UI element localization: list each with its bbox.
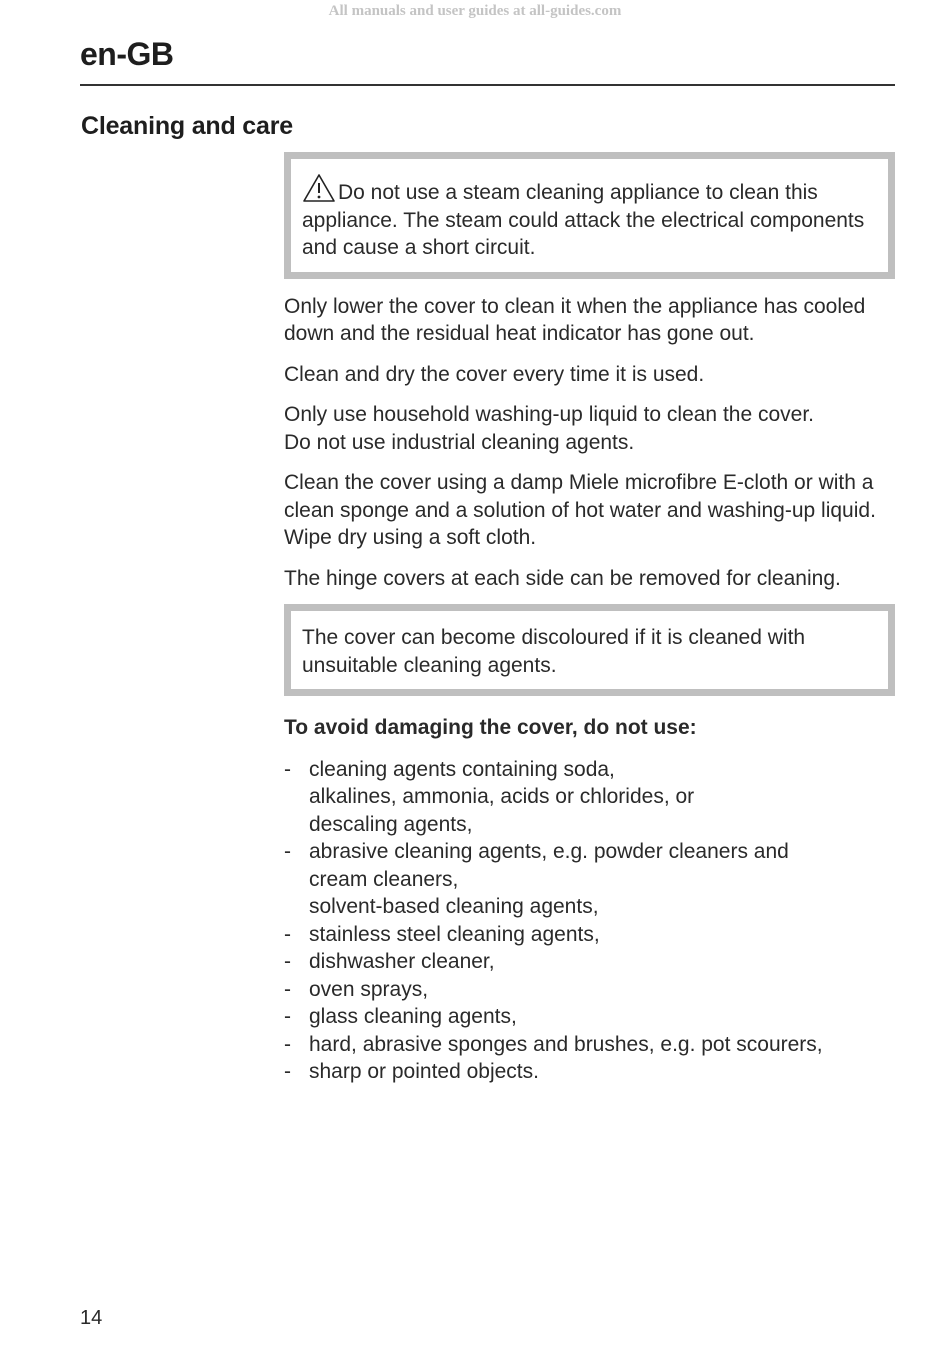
list-item: - abrasive cleaning agents, e.g. powder cleaners and cream cleaners, solvent-based cleaning agents, — [284, 840, 789, 918]
list-item: - cleaning agents containing soda, alkalines, ammonia, acids or chlorides, or descaling agents, — [284, 757, 695, 836]
list-item: - sharp or pointed objects. — [284, 1060, 539, 1083]
warning-text: Do not use a steam cleaning appliance to clean this appliance. The steam could attack the electrical components and cause a short circuit. — [302, 181, 865, 259]
paragraph-washing-up-liquid — [284, 401, 896, 456]
list-item: - stainless steel cleaning agents, — [284, 922, 600, 946]
list-item: - oven sprays, — [284, 977, 429, 1001]
info-box — [284, 604, 895, 696]
avoid-list — [284, 756, 896, 1086]
paragraph-no-industrial: Do not use industrial cleaning agents. — [284, 430, 635, 454]
warning-box — [284, 152, 895, 279]
list-item: - hard, abrasive sponges and brushes, e.g. pot scourers, — [284, 1032, 823, 1056]
avoid-heading: To avoid damaging the cover, do not use: — [284, 716, 697, 739]
list-item: - dishwasher cleaner, — [284, 950, 495, 973]
paragraph-microfibre: Clean the cover using a damp Miele microfibre E-cloth or with a clean sponge and a solution of hot water and washing-up liquid. Wipe dry using a soft cloth. — [284, 471, 876, 549]
paragraph-hinge-covers: The hinge covers at each side can be removed for cleaning. — [284, 566, 841, 590]
warning-triangle-icon — [302, 173, 336, 203]
watermark: All manuals and user guides at all-guides.com — [328, 3, 622, 19]
header-divider — [80, 84, 895, 86]
paragraph-lower-cover: Only lower the cover to clean it when the appliance has cooled down and the residual heat indicator has gone out. — [284, 294, 866, 345]
list-item: - glass cleaning agents, — [284, 1005, 517, 1028]
page-number: 14 — [80, 1307, 103, 1329]
section-title: Cleaning and care — [81, 112, 293, 140]
language-code: en-GB — [80, 36, 174, 72]
paragraph-clean-dry: Clean and dry the cover every time it is used. — [284, 362, 705, 386]
main-content — [284, 152, 896, 1086]
info-text: The cover can become discoloured if it is cleaned with unsuitable cleaning agents. — [302, 626, 806, 677]
paragraph-household-liquid: Only use household washing-up liquid to clean the cover. — [284, 403, 815, 426]
